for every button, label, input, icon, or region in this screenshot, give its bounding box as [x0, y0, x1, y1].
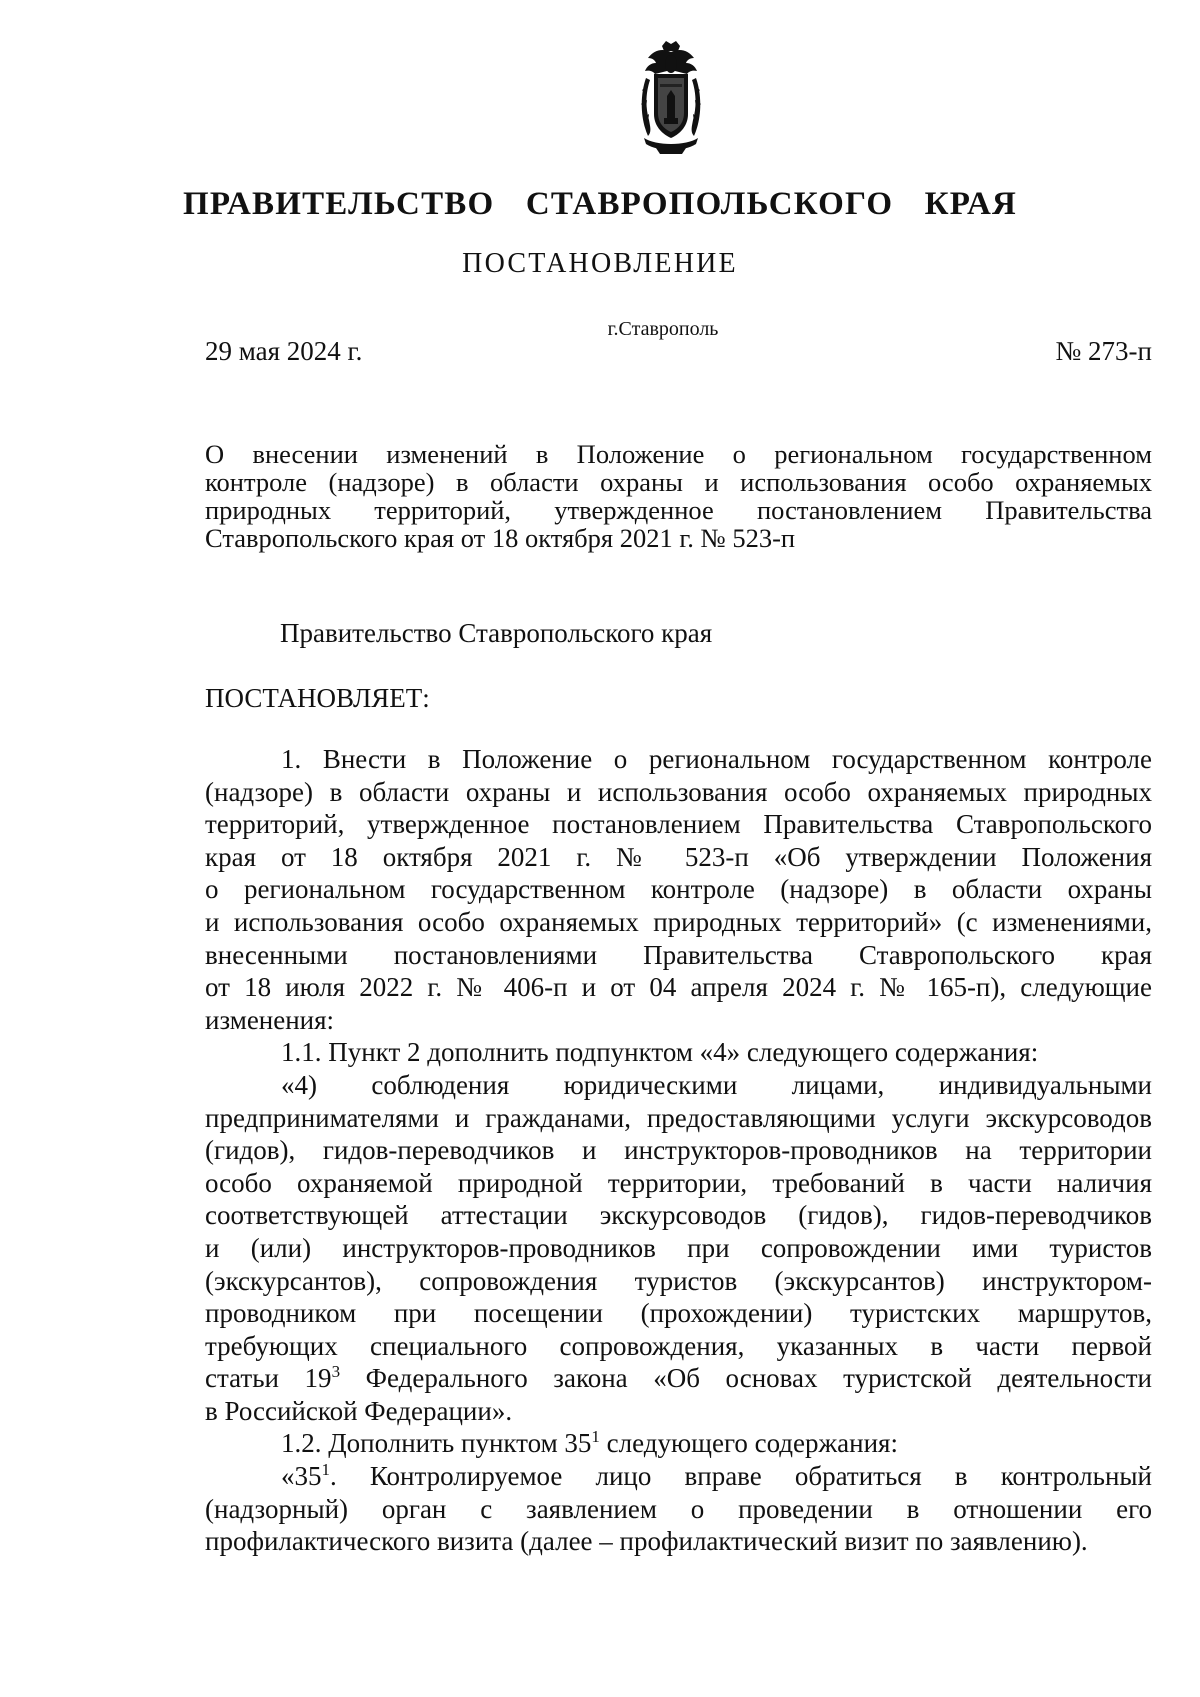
paragraph-line: 1. Внести в Положение о региональном государственном контроле: [281, 744, 1152, 774]
paragraph-line: края от 18 октября 2021 г. № 523-п «Об утверждении Положения: [205, 841, 1152, 872]
paragraph-line: (надзорный) орган с заявлением о проведении в отношении его: [205, 1493, 1152, 1524]
document-date: 29 мая 2024 г.: [205, 336, 363, 366]
paragraph-line: внесенными постановлениями Правительства Ставропольского края: [205, 939, 1152, 970]
subject-line: природных территорий, утвержденное постановлением Правительства: [205, 495, 1152, 525]
paragraph-line: территорий, утвержденное постановлением Правительства Ставропольского: [205, 809, 1152, 840]
subject-line: контроле (надзоре) в области охраны и использования особо охраняемых: [205, 467, 1152, 497]
paragraph-line: и (или) инструкторов-проводников при сопровождении ими туристов: [205, 1232, 1152, 1263]
government-line: Правительство Ставропольского края: [280, 618, 713, 648]
paragraph-line: в Российской Федерации».: [205, 1395, 513, 1426]
document-city: г.Ставрополь: [607, 318, 719, 340]
organization-title: ПРАВИТЕЛЬСТВО СТАВРОПОЛЬСКОГО КРАЯ: [182, 186, 1018, 222]
document-subject: [205, 440, 1152, 552]
paragraph-line: и использования особо охраняемых природных территорий» (с изменениями,: [205, 906, 1152, 937]
quote-text: . Контролируемое лицо вправе обратиться в контрольный: [330, 1461, 1152, 1492]
paragraph-line: [205, 1427, 1152, 1460]
paragraph-line: (надзоре) в области охраны и использования особо охраняемых природных: [205, 776, 1152, 807]
clause-text: 1.2. Дополнить пунктом 35: [281, 1428, 592, 1459]
paragraph-line: от 18 июля 2022 г. № 406-п и от 04 апреля 2024 г. № 165-п), следующие: [205, 972, 1152, 1003]
article-ref-rest: Федерального закона «Об основах туристской деятельности: [340, 1363, 1152, 1394]
coat-of-arms-icon: [636, 40, 706, 155]
paragraph-line: изменения:: [205, 1004, 335, 1035]
paragraph-line: соответствующей аттестации экскурсоводов (гидов), гидов-переводчиков: [205, 1200, 1152, 1231]
paragraph-line: предпринимателями и гражданами, предоставляющими услуги экскурсоводов: [205, 1102, 1152, 1133]
paragraph-line: (экскурсантов), сопровождения туристов (экскурсантов) инструктором-: [205, 1265, 1152, 1296]
quote-start: «35: [281, 1461, 322, 1492]
paragraph-line: профилактического визита (далее – профилактический визит по заявлению).: [205, 1526, 1088, 1557]
superscript: 3: [331, 1362, 341, 1382]
paragraph-line: [205, 1460, 1152, 1493]
document-body: [205, 743, 1152, 1558]
paragraph-line: «4) соблюдения юридическими лицами, индивидуальными: [281, 1069, 1152, 1100]
clause-text-rest: следующего содержания:: [599, 1428, 898, 1459]
paragraph-line: [205, 1362, 1152, 1395]
paragraph-line: о региональном государственном контроле (надзоре) в области охраны: [205, 874, 1152, 905]
superscript: 1: [321, 1460, 330, 1480]
resolves-heading: ПОСТАНОВЛЯЕТ:: [205, 683, 430, 713]
paragraph-line: особо охраняемой природной территории, требований в части наличия: [205, 1167, 1152, 1198]
paragraph-line: требующих специального сопровождения, указанных в части первой: [205, 1330, 1152, 1361]
subject-line: Ставропольского края от 18 октября 2021 г. № 523-п: [205, 523, 796, 553]
paragraph-line: (гидов), гидов-переводчиков и инструкторов-проводников на территории: [205, 1135, 1152, 1166]
document-type: ПОСТАНОВЛЕНИЕ: [462, 248, 738, 279]
superscript: 1: [591, 1427, 600, 1447]
paragraph-line: проводником при посещении (прохождении) туристских маршрутов,: [205, 1298, 1152, 1329]
article-ref: статьи 19: [205, 1363, 332, 1394]
paragraph-line: 1.1. Пункт 2 дополнить подпунктом «4» следующего содержания:: [281, 1037, 1039, 1068]
subject-line: О внесении изменений в Положение о региональном государственном: [205, 439, 1152, 469]
document-number: № 273-п: [1055, 336, 1152, 366]
